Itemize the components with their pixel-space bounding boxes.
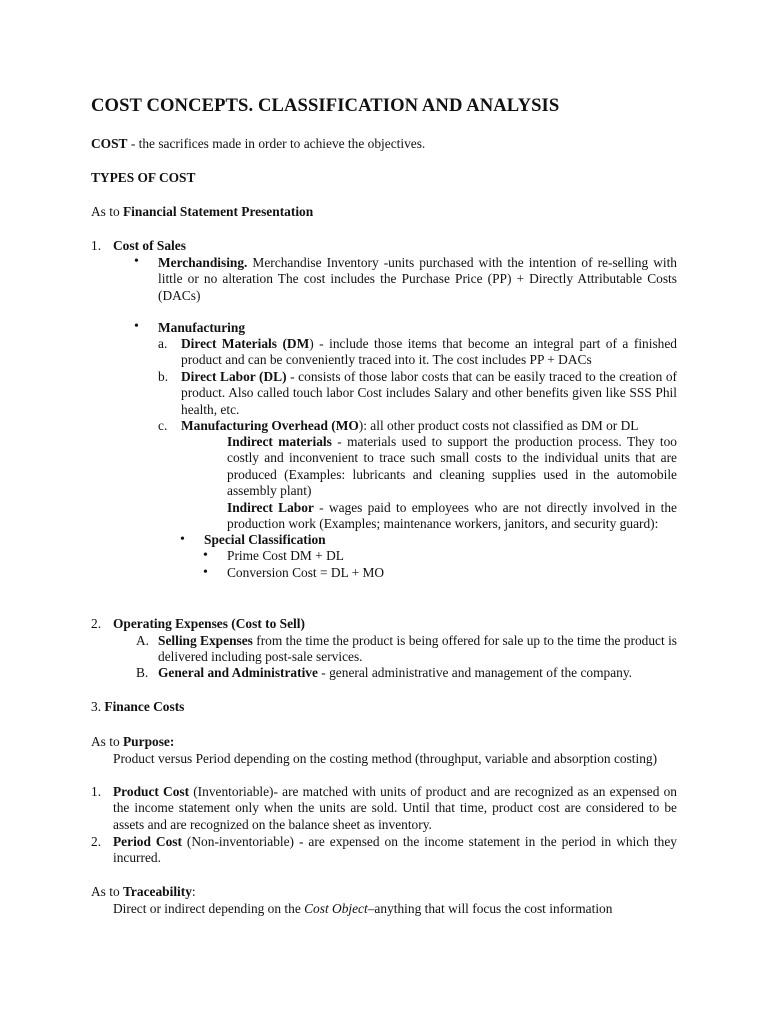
bullet-icon: • [180, 532, 185, 547]
bullet-icon: • [203, 548, 208, 563]
finance-label: Finance Costs [104, 699, 185, 714]
bullet-icon: • [134, 319, 139, 334]
traceability-text [113, 901, 612, 917]
direct-labor-paragraph [181, 369, 677, 418]
special-classification [204, 532, 326, 548]
traceability-bold: Traceability [123, 884, 192, 899]
traceability-text-a: Direct or indirect depending on the [113, 901, 305, 916]
direct-materials-text: ) - include those items that become an integral part of a finished product and can be conveniently traced into it. The cost includes PP + DACs [181, 336, 677, 368]
period-cost-paragraph [113, 834, 677, 867]
cost-of-sales-text: Cost of Sales [113, 238, 186, 253]
direct-labor-text: - consists of those labor costs that can be easily traced to the creation of product. Also called touch labor Cost includes Salary and other benefits given like SSS Phil health, etc. [181, 369, 678, 417]
product-cost-paragraph [113, 784, 677, 833]
traceability-prefix: As to [91, 884, 123, 899]
indirect-labor-text: - wages paid to employees who are not directly involved in the production work (Examples; maintenance workers, janitors, and security guard): [227, 500, 677, 532]
selling-expenses-term: Selling Expenses [158, 633, 253, 648]
selling-expenses-text: from the time the product is being offered for sale up to the time the product is delivered including post-sale services. [158, 633, 677, 665]
opex-label-text: Operating Expenses (Cost to Sell) [113, 616, 305, 631]
list-number: 2. [91, 616, 102, 631]
conversion-cost: Conversion Cost = DL + MO [227, 565, 385, 580]
cost-object-term: Cost Object [304, 901, 368, 916]
types-heading [91, 170, 195, 186]
bullet-icon: • [203, 565, 208, 580]
fsp-heading [91, 204, 313, 220]
product-cost-term: Product Cost [113, 784, 190, 799]
direct-labor-term: Direct Labor (DL) [181, 369, 287, 384]
traceability-heading [91, 884, 196, 900]
period-cost-term: Period Cost [113, 834, 182, 849]
indirect-materials-paragraph [227, 434, 677, 500]
indirect-materials-text: - materials used to support the production process. They too costly and inconvenient to trace such small costs to the individual units that are produced (Examples: lubricants and cleaning supplies used in the automobile assembly plant) [227, 434, 677, 499]
manufacturing-text: Manufacturing [158, 320, 246, 335]
product-cost-text: (Inventoriable)- are matched with units of product and are recognized as an expensed on the income statement only when the units are sold. Until that time, product cost are considered to be assets and are recognized on the balance sheet as inventory. [113, 784, 677, 832]
finance-costs [91, 699, 184, 715]
types-heading-text: TYPES OF COST [91, 170, 196, 185]
opex-label [113, 616, 305, 632]
purpose-bold: Purpose: [123, 734, 175, 749]
merchandising-text: Merchandise Inventory -units purchased with the intention of re-selling with little or no alteration The cost includes the Purchase Price (PP) + Directly Attributable Costs (DACs) [158, 255, 677, 303]
gna-term: General and Administrative [158, 665, 318, 680]
fsp-bold: Financial Statement Presentation [123, 204, 314, 219]
overhead-term: Manufacturing Overhead (MO [181, 418, 359, 433]
page-title: COST CONCEPTS. CLASSIFICATION AND ANALYSIS [91, 95, 560, 116]
item-letter: A. [136, 633, 150, 648]
item-letter: B. [136, 665, 149, 680]
period-cost-text: (Non-inventoriable) - are expensed on the income statement in the period in which they incurred. [113, 834, 677, 866]
cost-term: COST [91, 136, 128, 151]
indirect-labor-paragraph [227, 500, 677, 533]
cost-definition-text: - the sacrifices made in order to achieve the objectives. [127, 136, 426, 151]
fsp-prefix: As to [91, 204, 123, 219]
indirect-labor-term: Indirect Labor [227, 500, 314, 515]
list-number: 1. [91, 238, 102, 253]
cost-definition [91, 136, 425, 152]
purpose-prefix: As to [91, 734, 123, 749]
gna-paragraph [158, 665, 632, 681]
special-classification-text: Special Classification [204, 532, 326, 547]
merchandising-term: Merchandising. [158, 255, 248, 270]
purpose-heading [91, 734, 174, 750]
prime-cost: Prime Cost DM + DL [227, 548, 344, 563]
item-letter: c. [158, 418, 168, 433]
list-number: 1. [91, 784, 102, 799]
item-letter: b. [158, 369, 169, 384]
selling-expenses-paragraph [158, 633, 677, 666]
traceability-text-b: –anything that will focus the cost information [367, 901, 613, 916]
direct-materials-paragraph [181, 336, 677, 369]
manufacturing-label [158, 320, 245, 336]
purpose-intro: Product versus Period depending on the costing method (throughput, variable and absorption costing) [113, 751, 658, 766]
direct-materials-term: Direct Materials (DM [181, 336, 310, 351]
item-letter: a. [158, 336, 168, 351]
overhead-paragraph [181, 418, 638, 434]
merchandising-paragraph [158, 255, 677, 304]
indirect-materials-term: Indirect materials [227, 434, 332, 449]
overhead-text: ): all other product costs not classified as DM or DL [358, 418, 639, 433]
cost-of-sales-label [113, 238, 186, 254]
bullet-icon: • [134, 254, 139, 269]
gna-text: - general administrative and management of the company. [317, 665, 633, 680]
finance-number: 3. [91, 699, 105, 714]
traceability-colon: : [191, 884, 196, 899]
list-number: 2. [91, 834, 102, 849]
